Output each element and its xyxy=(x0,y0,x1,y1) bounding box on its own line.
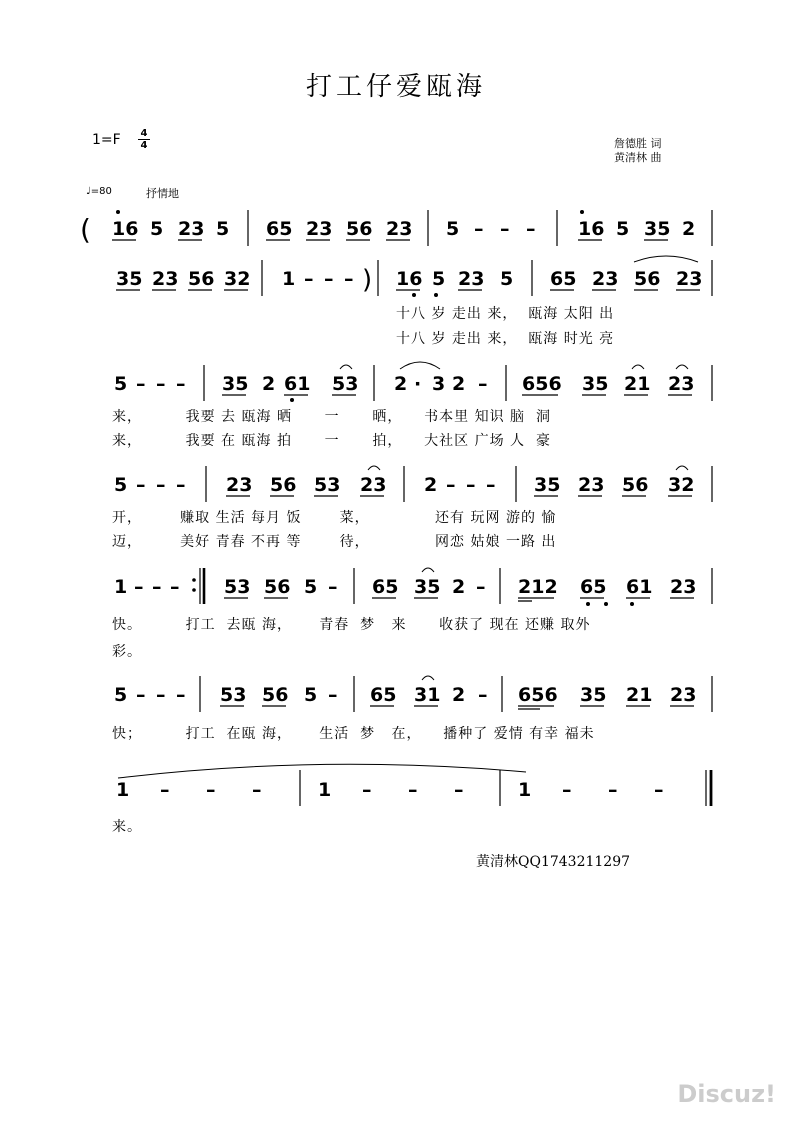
svg-text:–: – xyxy=(136,684,146,706)
score-staff-2 xyxy=(0,258,792,298)
svg-text:65: 65 xyxy=(266,218,293,240)
svg-text:5: 5 xyxy=(500,268,514,290)
svg-text:56: 56 xyxy=(264,576,291,598)
svg-text:35: 35 xyxy=(414,576,441,598)
svg-text:2: 2 xyxy=(452,373,466,395)
svg-text:–: – xyxy=(486,474,496,496)
song-title: 打工仔爱瓯海 xyxy=(305,72,486,102)
svg-text:5: 5 xyxy=(114,474,128,496)
svg-text:23: 23 xyxy=(670,684,697,706)
svg-text:5: 5 xyxy=(304,684,318,706)
lyric-line-3a: 来， 我要 去 瓯海 晒 一 晒， 书本里 知识 脑 洞 xyxy=(112,409,551,425)
music-system-7 xyxy=(0,768,792,808)
score-staff-7 xyxy=(0,768,792,808)
lyric-line-2a: 十八 岁 走出 来， 瓯海 太阳 出 xyxy=(396,306,615,322)
svg-text:21: 21 xyxy=(626,684,653,706)
svg-text:–: – xyxy=(176,373,186,395)
svg-text:35: 35 xyxy=(582,373,609,395)
svg-text:2: 2 xyxy=(682,218,696,240)
svg-text:1: 1 xyxy=(282,268,296,290)
svg-text:–: – xyxy=(478,373,488,395)
svg-text:5: 5 xyxy=(446,218,460,240)
svg-text:–: – xyxy=(152,576,162,598)
author-contact: 黄清林QQ1743211297 xyxy=(476,854,631,870)
lyric-line-5a: 快。 打工 去瓯 海， 青春 梦 来 收获了 现在 还赚 取外 xyxy=(112,617,591,633)
svg-text:–: – xyxy=(156,684,166,706)
svg-text:35: 35 xyxy=(222,373,249,395)
svg-text:35: 35 xyxy=(116,268,143,290)
svg-text:·: · xyxy=(414,373,422,395)
svg-text:65: 65 xyxy=(370,684,397,706)
svg-text:–: – xyxy=(136,474,146,496)
svg-text:61: 61 xyxy=(284,373,311,395)
score-staff-6 xyxy=(0,674,792,714)
svg-text:56: 56 xyxy=(634,268,661,290)
svg-text:2: 2 xyxy=(394,373,408,395)
svg-text:23: 23 xyxy=(306,218,333,240)
svg-text:2: 2 xyxy=(452,684,466,706)
svg-text:–: – xyxy=(654,779,664,801)
music-system-6 xyxy=(0,674,792,714)
expression-marking: 抒情地 xyxy=(146,187,179,200)
svg-text:23: 23 xyxy=(670,576,697,598)
lyric-line-6a: 快； 打工 在瓯 海， 生活 梦 在， 播种了 爱情 有幸 福未 xyxy=(112,726,595,742)
tempo-marking: ♩=80 xyxy=(86,186,112,197)
svg-text:–: – xyxy=(500,218,510,240)
svg-text:–: – xyxy=(362,779,372,801)
svg-text:1: 1 xyxy=(116,779,130,801)
lyric-line-4a: 开， 赚取 生活 每月 饭 菜， 还有 玩网 游的 愉 xyxy=(112,510,557,526)
svg-text:2: 2 xyxy=(262,373,276,395)
svg-text:–: – xyxy=(328,684,338,706)
svg-text:5: 5 xyxy=(114,684,128,706)
svg-text:35: 35 xyxy=(534,474,561,496)
svg-text:5: 5 xyxy=(304,576,318,598)
svg-text:–: – xyxy=(170,576,180,598)
svg-text:23: 23 xyxy=(152,268,179,290)
score-staff-4 xyxy=(0,464,792,504)
svg-text:16: 16 xyxy=(578,218,605,240)
music-system-3 xyxy=(0,363,792,403)
svg-text:1: 1 xyxy=(114,576,128,598)
svg-text:–: – xyxy=(478,684,488,706)
svg-text:2: 2 xyxy=(452,576,466,598)
svg-text:56: 56 xyxy=(262,684,289,706)
music-system-1 xyxy=(0,208,792,248)
time-signature xyxy=(138,128,150,151)
svg-text:–: – xyxy=(136,373,146,395)
svg-text:16: 16 xyxy=(396,268,423,290)
svg-text:23: 23 xyxy=(458,268,485,290)
svg-text:65: 65 xyxy=(372,576,399,598)
lyric-line-2b: 十八 岁 走出 来， 瓯海 时光 亮 xyxy=(396,331,615,347)
svg-text:–: – xyxy=(474,218,484,240)
svg-text:–: – xyxy=(206,779,216,801)
svg-text:–: – xyxy=(176,474,186,496)
svg-text:–: – xyxy=(562,779,572,801)
svg-text:–: – xyxy=(344,268,354,290)
music-system-4 xyxy=(0,464,792,504)
lyricist-credit: 詹德胜 词 xyxy=(614,137,662,150)
svg-text:16: 16 xyxy=(112,218,139,240)
svg-text:–: – xyxy=(454,779,464,801)
time-signature-bottom: 4 xyxy=(140,140,148,151)
svg-text:31: 31 xyxy=(414,684,441,706)
svg-text:35: 35 xyxy=(580,684,607,706)
svg-text:53: 53 xyxy=(224,576,251,598)
svg-text:1: 1 xyxy=(518,779,532,801)
svg-text:–: – xyxy=(408,779,418,801)
key-signature: 1=F xyxy=(92,132,121,148)
svg-text:23: 23 xyxy=(178,218,205,240)
svg-text:65: 65 xyxy=(580,576,607,598)
svg-text:–: – xyxy=(446,474,456,496)
svg-text:23: 23 xyxy=(360,474,387,496)
time-signature-top: 4 xyxy=(140,128,148,139)
svg-text:–: – xyxy=(160,779,170,801)
svg-text:23: 23 xyxy=(676,268,703,290)
svg-text:(: ( xyxy=(80,213,91,246)
svg-text:656: 656 xyxy=(522,373,562,395)
svg-text:5: 5 xyxy=(150,218,164,240)
svg-text:5: 5 xyxy=(616,218,630,240)
svg-text:35: 35 xyxy=(644,218,671,240)
svg-text:): ) xyxy=(362,265,373,295)
svg-text:–: – xyxy=(134,576,144,598)
svg-text:–: – xyxy=(328,576,338,598)
svg-text:1: 1 xyxy=(318,779,332,801)
watermark-logo: Discuz! xyxy=(677,1080,776,1108)
svg-text:32: 32 xyxy=(224,268,251,290)
svg-text:–: – xyxy=(466,474,476,496)
svg-text:53: 53 xyxy=(332,373,359,395)
svg-text:65: 65 xyxy=(550,268,577,290)
svg-text:5: 5 xyxy=(432,268,446,290)
svg-text:5: 5 xyxy=(114,373,128,395)
music-system-5 xyxy=(0,566,792,606)
svg-text:56: 56 xyxy=(188,268,215,290)
svg-text:–: – xyxy=(476,576,486,598)
svg-text:2: 2 xyxy=(424,474,438,496)
svg-text:3: 3 xyxy=(432,373,446,395)
svg-text:61: 61 xyxy=(626,576,653,598)
svg-text:53: 53 xyxy=(220,684,247,706)
svg-text:56: 56 xyxy=(270,474,297,496)
score-staff-3 xyxy=(0,363,792,403)
svg-text:–: – xyxy=(324,268,334,290)
svg-text:–: – xyxy=(608,779,618,801)
svg-text:23: 23 xyxy=(226,474,253,496)
svg-text:–: – xyxy=(156,373,166,395)
svg-text:56: 56 xyxy=(622,474,649,496)
lyric-line-7a: 来。 xyxy=(112,819,142,835)
svg-text:21: 21 xyxy=(624,373,651,395)
svg-text:5: 5 xyxy=(216,218,230,240)
score-staff-1 xyxy=(0,208,792,248)
lyric-line-3b: 来， 我要 在 瓯海 拍 一 拍， 大社区 广场 人 豪 xyxy=(112,433,551,449)
svg-text:–: – xyxy=(252,779,262,801)
lyric-line-4b: 迈， 美好 青春 不再 等 待， 网恋 姑娘 一路 出 xyxy=(112,534,557,550)
svg-text:32: 32 xyxy=(668,474,695,496)
svg-text:23: 23 xyxy=(386,218,413,240)
svg-text:23: 23 xyxy=(578,474,605,496)
lyric-line-5b: 彩。 xyxy=(112,644,142,660)
svg-text:23: 23 xyxy=(668,373,695,395)
svg-text:–: – xyxy=(176,684,186,706)
svg-text:656: 656 xyxy=(518,684,558,706)
svg-text:53: 53 xyxy=(314,474,341,496)
svg-text:23: 23 xyxy=(592,268,619,290)
composer-credit: 黄清林 曲 xyxy=(614,151,662,164)
music-system-2 xyxy=(0,258,792,298)
svg-text:–: – xyxy=(156,474,166,496)
svg-text:–: – xyxy=(304,268,314,290)
svg-text:212: 212 xyxy=(518,576,558,598)
svg-text:–: – xyxy=(526,218,536,240)
svg-text:56: 56 xyxy=(346,218,373,240)
score-staff-5 xyxy=(0,566,792,606)
credits xyxy=(614,137,662,165)
